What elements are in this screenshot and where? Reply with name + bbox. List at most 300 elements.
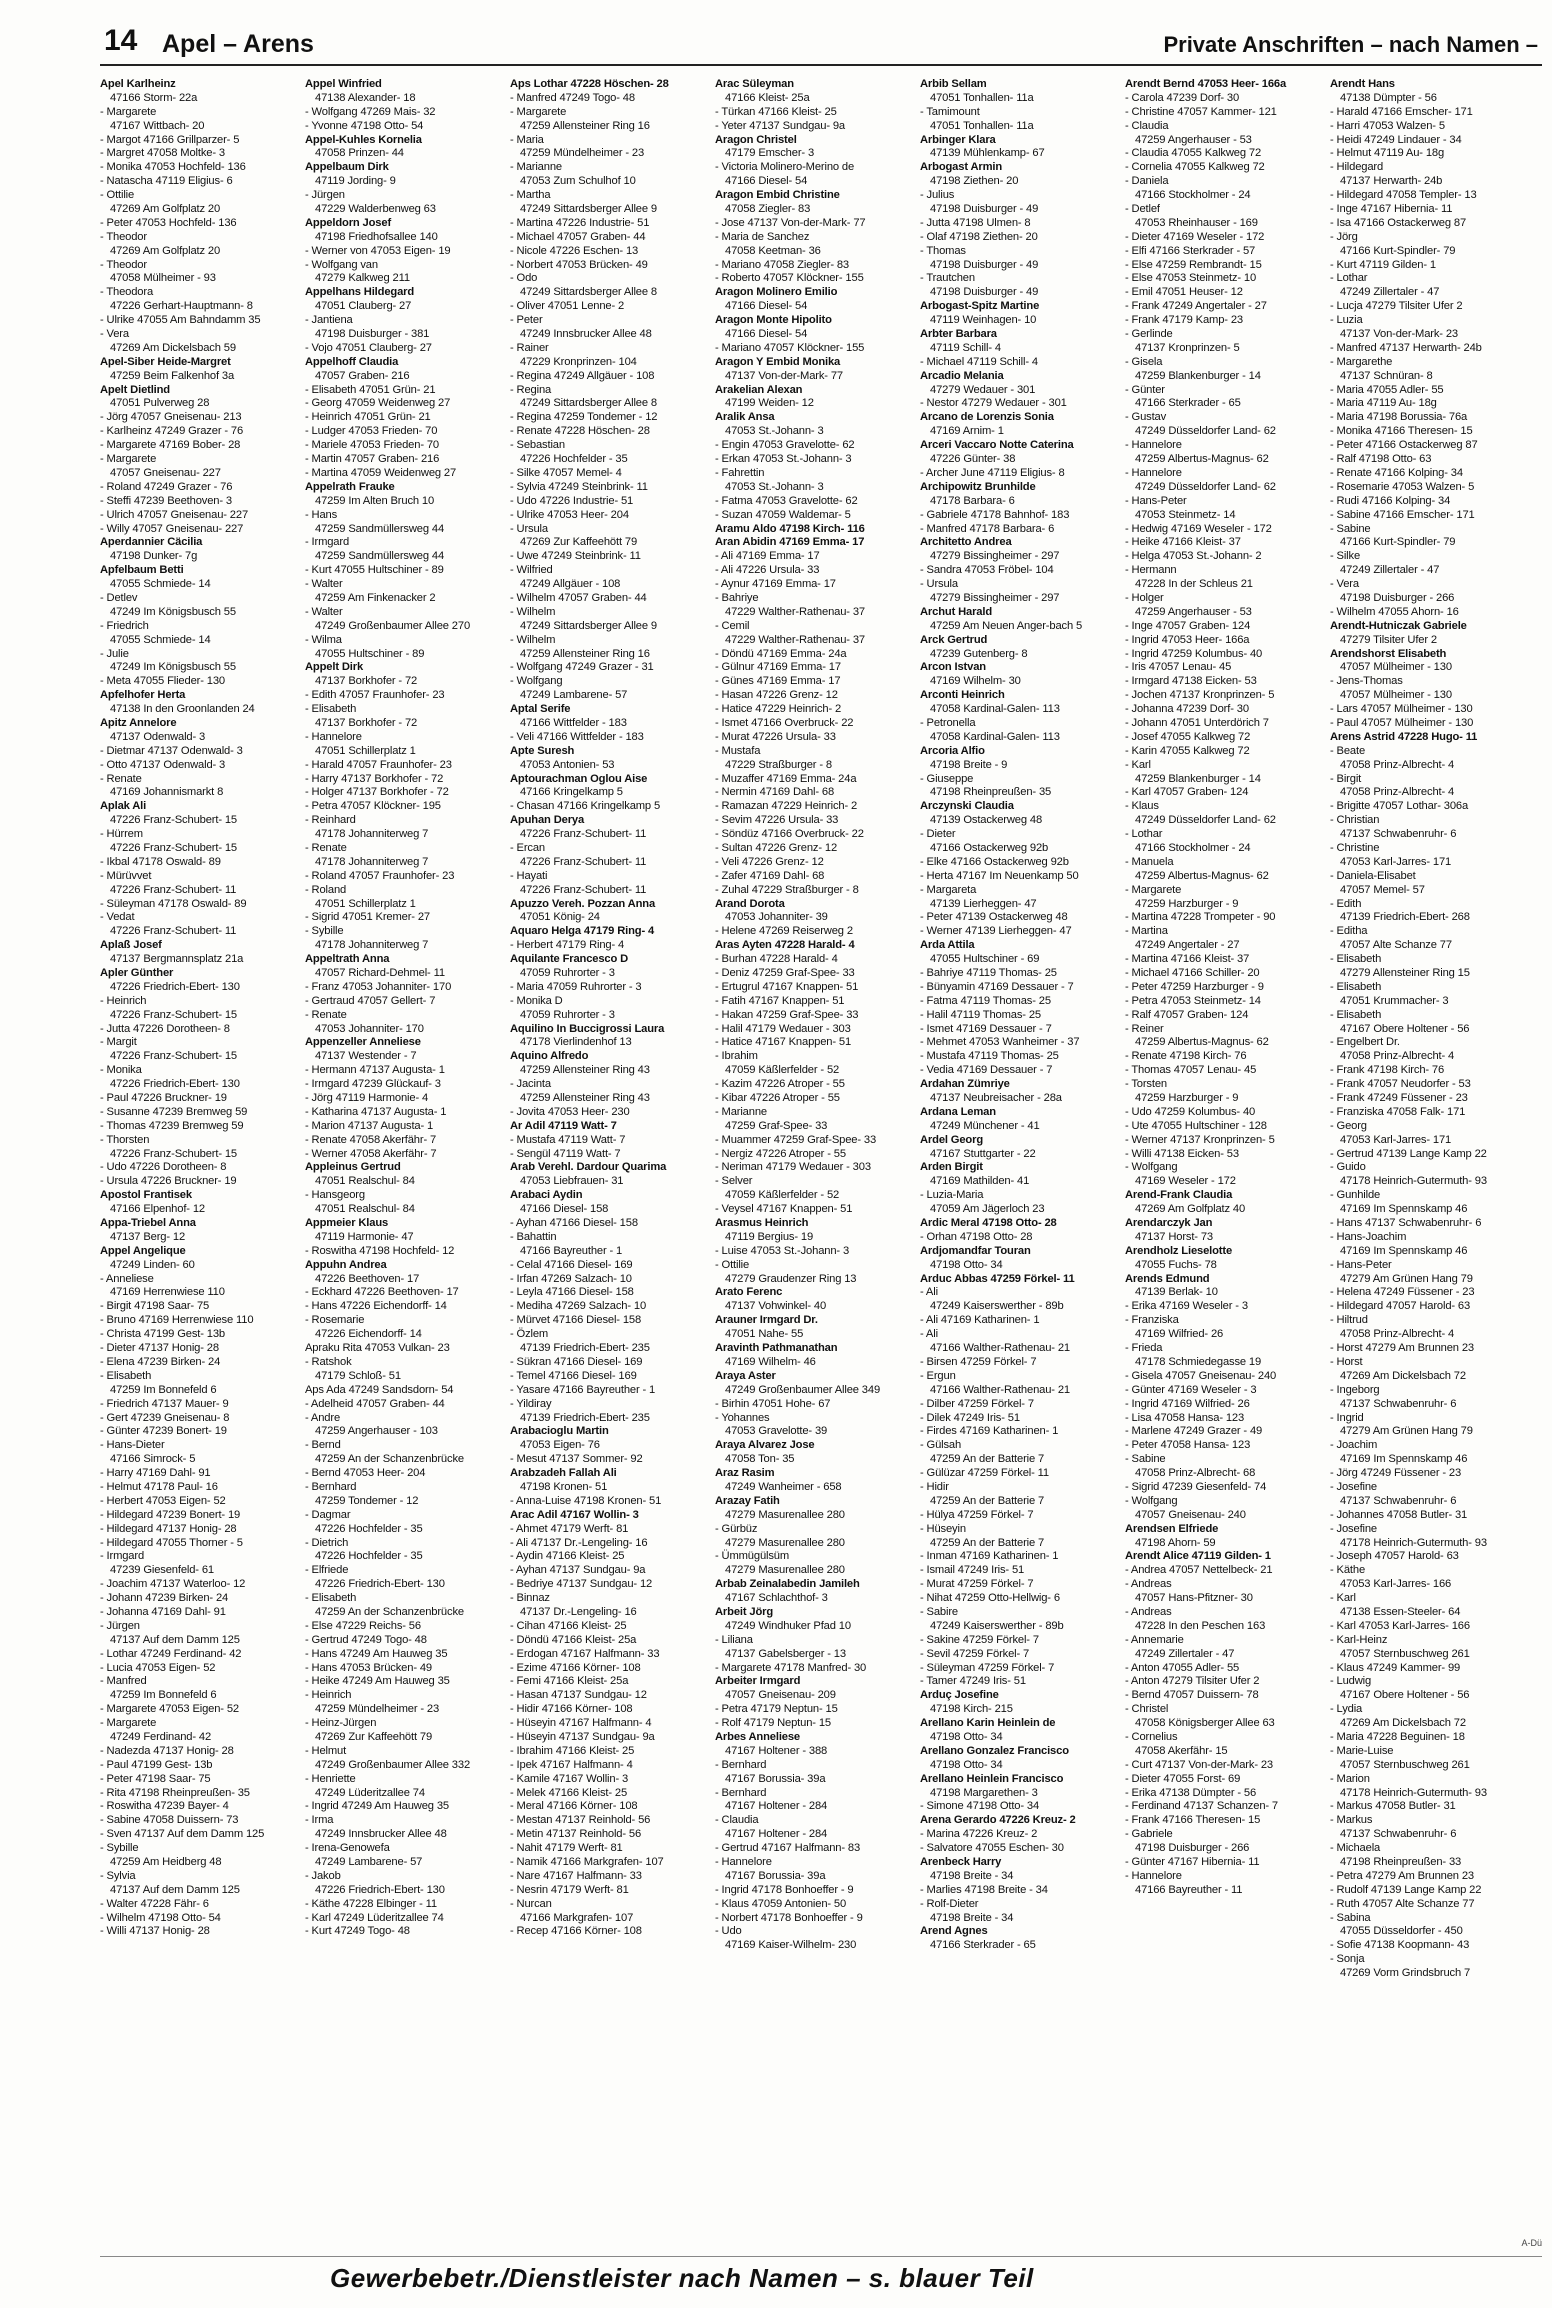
entry-address: 47259 Mündelheimer - 23 (520, 147, 645, 160)
entry-address: 47166 Diesel- 54 (725, 328, 808, 341)
entry-name: Apuzzo Vereh. Pozzan Anna (510, 897, 656, 910)
entry-line: - Markus 47058 Butler- 31 (1330, 1800, 1456, 1813)
entry-line: - Victoria Molinero-Merino de (715, 161, 855, 174)
entry-line: - Klaus (1125, 800, 1159, 813)
entry-line: - Lisa 47058 Hansa- 123 (1125, 1411, 1245, 1424)
entry-line: - Markus (1330, 1814, 1373, 1827)
entry-address: 47053 St.-Johann- 3 (725, 425, 824, 438)
entry-line: - Dieter (920, 828, 956, 841)
entry-line: - Hans-Peter (1125, 494, 1187, 507)
entry-line: - Else 47053 Steinmetz- 10 (1125, 272, 1257, 285)
entry-address: 47119 Schill- 4 (930, 341, 1001, 354)
entry-line: - Friedrich 47137 Mauer- 9 (100, 1397, 229, 1410)
entry-line: - Margarethe (1330, 355, 1393, 368)
entry-address: 47137 Schnüran- 8 (1340, 369, 1433, 382)
entry-line: - Gert 47239 Gneisenau- 8 (100, 1411, 230, 1424)
entry-line: - Hayati (510, 869, 548, 882)
entry-address: 47198 Rheinpreußen- 35 (930, 786, 1052, 799)
directory-columns (100, 78, 1536, 2250)
entry-line: - Bahattin (510, 1230, 557, 1243)
entry-line: - Monika 47053 Hochfeld- 136 (100, 161, 246, 174)
entry-name: Aquino Alfredo (510, 1050, 589, 1063)
entry-address: 47178 Johanniterweg 7 (315, 939, 429, 952)
entry-name: Apler Günther (100, 967, 174, 979)
entry-line: - Hannelore (1125, 439, 1182, 452)
entry-line: - Monika (100, 1064, 142, 1077)
entry-name: Arcon Istvan (920, 661, 986, 674)
entry-address: 47139 Ostackerweg 48 (930, 814, 1043, 827)
entry-line: - Sabine (1330, 522, 1371, 535)
entry-name: Appelhoff Claudia (305, 355, 399, 368)
entry-name: Arconti Heinrich (920, 689, 1005, 702)
entry-line: - Frank 47057 Neudorfer - 53 (1330, 1078, 1471, 1091)
entry-name: Aralik Ansa (715, 411, 775, 424)
entry-address: 47166 Stockholmer - 24 (1135, 841, 1251, 854)
entry-line: - Jacinta (510, 1078, 551, 1091)
entry-name: Arbib Sellam (920, 78, 987, 90)
entry-line: - Monika D (510, 994, 563, 1007)
entry-line: - Roswitha 47239 Bayer- 4 (100, 1800, 229, 1813)
entry-address: 47259 Albertus-Magnus- 62 (1135, 869, 1269, 882)
entry-line: - Gabriele 47178 Bahnhof- 183 (920, 508, 1070, 521)
entry-line: - Holger 47137 Borkhofer - 72 (305, 786, 449, 799)
entry-name: Ardahan Zümriye (920, 1078, 1010, 1091)
entry-address: 47228 In der Schleus 21 (1135, 578, 1253, 591)
entry-line: - Norbert 47053 Brücken- 49 (510, 258, 648, 271)
entry-name: Arczynski Claudia (920, 800, 1014, 813)
entry-line: - Andreas (1125, 1605, 1172, 1618)
entry-line: - Adelheid 47057 Graben- 44 (305, 1397, 445, 1410)
entry-line: - Werner 47137 Kronprinzen- 5 (1125, 1133, 1275, 1146)
entry-line: - Daniela-Elisabet (1330, 869, 1416, 882)
entry-name: Ardic Meral 47198 Otto- 28 (920, 1217, 1057, 1230)
entry-address: 47249 Sittardsberger Allee 9 (520, 619, 657, 632)
entry-line: Aps Ada 47249 Sandsdorn- 54 (305, 1383, 454, 1396)
entry-address: 47051 König- 24 (520, 911, 600, 924)
entry-line: - Regina 47259 Tondemer - 12 (510, 411, 658, 424)
entry-name: Appeldorn Josef (305, 216, 392, 229)
entry-line: - Holger (1125, 591, 1164, 604)
entry-line: - Aynur 47169 Emma- 17 (715, 578, 836, 591)
entry-line: - Claudia (715, 1814, 759, 1827)
entry-name: Aravinth Pathmanathan (715, 1342, 838, 1355)
entry-address: 47051 Clauberg- 27 (315, 300, 412, 313)
entry-line: - Hans 47226 Eichendorff- 14 (305, 1300, 447, 1313)
entry-address: 47055 Schmiede- 14 (110, 633, 211, 646)
entry-address: 47249 Linden- 60 (110, 1258, 195, 1271)
entry-address: 47226 Friedrich-Ebert- 130 (315, 1578, 445, 1591)
entry-line: - Vojo 47051 Clauberg- 27 (305, 341, 432, 354)
entry-line: - Käthe 47228 Elbinger - 11 (305, 1897, 437, 1910)
entry-line: - Orhan 47198 Otto- 28 (920, 1230, 1033, 1243)
entry-line: - Mediha 47269 Salzach- 10 (510, 1300, 647, 1313)
entry-address: 47198 Margarethen- 3 (930, 1786, 1038, 1799)
entry-name: Apel Karlheinz (100, 78, 176, 90)
entry-line: - Günter 47167 Hibernia- 11 (1125, 1856, 1260, 1868)
entry-line: - Rudolf 47139 Lange Kamp 22 (1330, 1883, 1482, 1896)
entry-line: - Karl (1125, 758, 1151, 771)
entry-address: 47166 Storm- 22a (110, 91, 198, 104)
entry-name: Arabzadeh Fallah Ali (510, 1467, 617, 1480)
entry-line: - Fatma 47053 Gravelotte- 62 (715, 494, 858, 507)
entry-address: 47058 Prinz-Albrecht- 4 (1340, 786, 1455, 799)
entry-line: - Ursula (510, 522, 548, 535)
entry-line: - Horst 47279 Am Brunnen 23 (1330, 1342, 1474, 1355)
entry-name: Arendholz Lieselotte (1125, 1244, 1233, 1257)
entry-address: 47055 Schmiede- 14 (110, 578, 211, 591)
entry-line: - Fatma 47119 Thomas- 25 (920, 994, 1051, 1007)
entry-line: - Recep 47166 Körner- 108 (510, 1925, 642, 1938)
entry-address: 47249 Sittardsberger Allee 8 (520, 397, 657, 410)
entry-line: - Odo (510, 272, 538, 285)
entry-line: - Paul 47226 Bruckner- 19 (100, 1092, 227, 1105)
entry-line: - Ratshok (305, 1355, 352, 1368)
entry-address: 47259 Im Bonnefeld 6 (110, 1689, 217, 1702)
entry-name: Araz Rasim (715, 1467, 775, 1480)
entry-line: - Ibrahim (715, 1050, 758, 1063)
entry-name: Aquilino In Buccigrossi Laura (510, 1022, 665, 1035)
entry-name: Arduc Abbas 47259 Förkel- 11 (920, 1272, 1075, 1285)
entry-address: 47249 Allgäuer - 108 (520, 578, 621, 591)
entry-line: - Nicole 47226 Eschen- 13 (510, 244, 639, 257)
entry-name: Arellano Gonzalez Francisco (920, 1744, 1069, 1757)
entry-line: - Gustav (1125, 411, 1167, 424)
entry-address: 47198 Duisburger - 266 (1135, 1842, 1250, 1855)
entry-line: - Elisabeth (100, 1369, 152, 1382)
entry-line: - Claudia (1125, 119, 1169, 132)
entry-address: 47055 Düsseldorfer - 450 (1340, 1925, 1463, 1938)
entry-address: 47229 Walderbenweg 63 (315, 203, 436, 216)
entry-line: - Michaela (1330, 1842, 1381, 1855)
entry-name: Arendt Bernd 47053 Heer- 166a (1125, 78, 1287, 90)
entry-line: - Lucja 47279 Tilsiter Ufer 2 (1330, 300, 1463, 313)
entry-line: - Maria 47228 Beguinen- 18 (1330, 1730, 1465, 1743)
entry-address: 47259 An der Batterie 7 (930, 1494, 1045, 1507)
entry-line: - Franziska (1125, 1314, 1179, 1327)
column-2 (305, 78, 483, 2250)
entry-line: - Sigrid 47051 Kremer- 27 (305, 911, 430, 924)
entry-line: - Lydia (1330, 1703, 1363, 1716)
entry-name: Aptourachman Oglou Aise (510, 772, 648, 785)
entry-address: 47249 Sittardsberger Allee 9 (520, 203, 657, 216)
entry-address: 47138 In den Groonlanden 24 (110, 703, 255, 716)
entry-address: 47057 Richard-Dehmel- 11 (315, 967, 445, 979)
entry-line: - Murat 47259 Förkel- 7 (920, 1578, 1034, 1591)
entry-address: 47198 Kirch- 215 (930, 1703, 1013, 1716)
entry-line: - Lucia 47053 Eigen- 52 (100, 1661, 216, 1674)
entry-address: 47051 Schillerplatz 1 (315, 897, 416, 910)
entry-line: - Gülüzar 47259 Förkel- 11 (920, 1467, 1049, 1480)
entry-line: - Margret 47058 Moltke- 3 (100, 147, 225, 160)
entry-line: - Muzaffer 47169 Emma- 24a (715, 772, 857, 785)
entry-line: - Rainer (510, 341, 549, 354)
entry-line: - Wolfgang van (305, 258, 378, 271)
entry-line: - Ergun (920, 1369, 956, 1382)
entry-line: - Hans 47249 Am Hauweg 35 (305, 1647, 448, 1660)
entry-address: 47269 Am Dickelsbach 72 (1340, 1717, 1466, 1730)
entry-address: 47279 Masurenallee 280 (725, 1536, 845, 1549)
entry-address: 47057 Mülheimer - 130 (1340, 661, 1452, 674)
entry-line: - Dieter 47137 Honig- 28 (100, 1342, 219, 1355)
entry-line: - Guido (1330, 1161, 1366, 1174)
entry-line: - Erika 47169 Weseler - 3 (1125, 1300, 1248, 1313)
entry-line: - Bernhard (305, 1480, 357, 1493)
entry-line: - Ismet 47169 Dessauer - 7 (920, 1022, 1052, 1035)
entry-address: 47249 Windhuker Pfad 10 (725, 1619, 851, 1632)
entry-line: - Maria (510, 133, 544, 146)
entry-address: 47198 Kronen- 51 (520, 1480, 608, 1493)
entry-line: - Johann 47051 Unterdörich 7 (1125, 716, 1269, 729)
entry-address: 47139 Mühlenkamp- 67 (930, 147, 1045, 160)
entry-address: 47057 Sternbuschweg 261 (1340, 1758, 1470, 1771)
entry-address: 47249 Lüderitzallee 74 (315, 1786, 425, 1799)
entry-line: - Jutta 47226 Dorotheen- 8 (100, 1022, 230, 1035)
entry-line: - Käthe (1330, 1564, 1366, 1577)
entry-address: 47259 Angerhauser - 53 (1135, 133, 1252, 146)
entry-address: 47259 An der Batterie 7 (930, 1453, 1045, 1466)
entry-line: - Maria 47198 Borussia- 76a (1330, 411, 1468, 424)
entry-line: - Firdes 47169 Katharinen- 1 (920, 1425, 1059, 1438)
entry-line: - Ali 47169 Emma- 17 (715, 550, 820, 563)
entry-address: 47178 Barbara- 6 (930, 494, 1015, 507)
entry-name: Arazay Fatih (715, 1494, 780, 1507)
entry-line: - Nestor 47279 Wedauer - 301 (920, 397, 1067, 410)
entry-name: Arbogast Armin (920, 161, 1003, 174)
entry-line: - Bernd (305, 1439, 341, 1452)
entry-line: - Bernhard (715, 1786, 767, 1799)
entry-address: 47169 Wilhelm- 30 (930, 675, 1021, 688)
entry-address: 47137 Neubreisacher - 28a (930, 1092, 1062, 1105)
entry-address: 47138 Essen-Steeler- 64 (1340, 1605, 1461, 1618)
entry-address: 47259 Graf-Spee- 33 (725, 1119, 828, 1132)
entry-line: - Roswitha 47198 Hochfeld- 12 (305, 1244, 455, 1257)
entry-address: 47279 Wedauer - 301 (930, 383, 1036, 396)
entry-name: Arck Gertrud (920, 633, 988, 646)
entry-line: - Peter 47139 Ostackerweg 48 (920, 911, 1068, 924)
entry-address: 47057 Gneisenau- 209 (725, 1689, 836, 1702)
entry-line: - Hans-Dieter (100, 1439, 165, 1452)
entry-line: - Margarete (100, 1717, 157, 1730)
entry-line: - Dagmar (305, 1508, 351, 1521)
entry-line: - Wilhelm 47057 Graben- 44 (510, 591, 647, 604)
entry-line: - Mustafa 47119 Watt- 7 (510, 1133, 626, 1146)
entry-line: - Günes 47169 Emma- 17 (715, 675, 841, 688)
entry-line: - Manfred 47178 Barbara- 6 (920, 522, 1055, 535)
entry-address: 47053 Zum Schulhof 10 (520, 175, 636, 188)
entry-address: 47137 Dr.-Lengeling- 16 (520, 1605, 637, 1618)
entry-line: - Christine (1330, 841, 1380, 854)
entry-line: - Dilek 47249 Iris- 51 (920, 1411, 1020, 1424)
entry-name: Aras Ayten 47228 Harald- 4 (715, 939, 855, 952)
entry-line: - Karl 47249 Lüderitzallee 74 (305, 1911, 444, 1924)
entry-name: Aplak Ali (100, 800, 147, 813)
entry-line: - Döndü 47166 Kleist- 25a (510, 1633, 637, 1646)
entry-line: - Meta 47055 Flieder- 130 (100, 675, 225, 688)
entry-address: 47198 Ahorn- 59 (1135, 1536, 1216, 1549)
entry-line: - Engin 47053 Gravelotte- 62 (715, 439, 855, 452)
entry-line: - Hüseyin (920, 1522, 966, 1535)
entry-line: - Walter (305, 605, 343, 618)
entry-line: - Joachim 47137 Waterloo- 12 (100, 1578, 246, 1591)
entry-line: - Hermann (1125, 564, 1177, 577)
entry-name: Appeltrath Anna (305, 953, 390, 966)
entry-line: - Mesut 47137 Sommer- 92 (510, 1453, 643, 1466)
entry-address: 47198 Duisburger - 381 (315, 328, 430, 341)
entry-line: - Harri 47053 Walzen- 5 (1330, 119, 1445, 132)
entry-line: - Mariano 47057 Klöckner- 155 (715, 341, 865, 354)
entry-line: - Ali 47137 Dr.-Lengeling- 16 (510, 1536, 648, 1549)
entry-address: 47229 Kronprinzen- 104 (520, 355, 637, 368)
entry-line: - Jose 47137 Von-der-Mark- 77 (715, 216, 866, 229)
entry-line: - Gisela (1125, 355, 1163, 368)
entry-line: - Bernhard (715, 1758, 767, 1771)
entry-name: Arendsen Elfriede (1125, 1522, 1219, 1535)
entry-line: - Ertugrul 47167 Knappen- 51 (715, 980, 859, 993)
entry-line: - Else 47229 Reichs- 56 (305, 1619, 421, 1632)
entry-name: Arend-Frank Claudia (1125, 1189, 1233, 1202)
entry-line: - Andre (305, 1411, 341, 1424)
entry-address: 47057 Hans-Pfitzner- 30 (1135, 1592, 1253, 1605)
entry-line: - Mustafa 47119 Thomas- 25 (920, 1050, 1059, 1063)
entry-line: - Emil 47051 Heuser- 12 (1125, 286, 1243, 299)
entry-line: - Wolfgang (1125, 1161, 1178, 1174)
entry-line: - Temel 47166 Diesel- 169 (510, 1369, 637, 1382)
entry-line: - Eckhard 47226 Beethoven- 17 (305, 1286, 459, 1299)
entry-line: - Elena 47239 Birken- 24 (100, 1355, 221, 1368)
entry-address: 47259 Tondemer - 12 (315, 1494, 419, 1507)
entry-address: 47167 Stuttgarter - 22 (930, 1147, 1036, 1160)
entry-line: - Klaus 47059 Antonien- 50 (715, 1897, 847, 1910)
entry-address: 47139 Friedrich-Ebert- 235 (520, 1342, 650, 1355)
entry-line: - Petra 47053 Steinmetz- 14 (1125, 994, 1261, 1007)
entry-line: - Ulrike 47053 Heer- 204 (510, 508, 629, 521)
entry-address: 47166 Diesel- 54 (725, 300, 808, 313)
entry-address: 47057 Gneisenau- 227 (110, 466, 221, 479)
entry-address: 47137 Horst- 73 (1135, 1230, 1213, 1243)
entry-address: 47198 Duisburger - 49 (930, 203, 1039, 216)
entry-name: Ardjomandfar Touran (920, 1244, 1031, 1257)
entry-line: - Heidi 47249 Lindauer - 34 (1330, 133, 1462, 146)
entry-line: - Süleyman 47178 Oswald- 89 (100, 897, 247, 910)
entry-line: - Werner 47139 Lierheggen- 47 (920, 925, 1072, 938)
entry-line: - Maria 47119 Au- 18g (1330, 397, 1437, 410)
entry-name: Apfelbaum Betti (100, 564, 184, 577)
entry-address: 47249 Düsseldorfer Land- 62 (1135, 425, 1276, 438)
entry-name: Arendarczyk Jan (1125, 1217, 1213, 1230)
entry-line: - Vedat (100, 911, 135, 924)
entry-line: - Archer June 47119 Eligius- 8 (920, 466, 1065, 479)
entry-line: - Christel (1125, 1703, 1169, 1716)
entry-line: - Ümmügülsüm (715, 1550, 790, 1563)
entry-line: - Paul 47057 Mülheimer - 130 (1330, 716, 1474, 729)
entry-line: - Dietrich (305, 1536, 349, 1549)
entry-line: - Iris 47057 Lenau- 45 (1125, 661, 1232, 674)
page-header (100, 22, 1542, 66)
entry-line: - Heinrich 47051 Grün- 21 (305, 411, 431, 424)
entry-line: - Annemarie (1125, 1633, 1184, 1646)
entry-line: - Marie-Luise (1330, 1744, 1394, 1757)
entry-line: - Hasan 47226 Grenz- 12 (715, 689, 838, 702)
entry-line: - Hildegard 47055 Thorner - 5 (100, 1536, 243, 1549)
entry-address: 47226 Hochfelder - 35 (315, 1522, 423, 1535)
entry-line: - Trautchen (920, 272, 975, 285)
entry-line: - Margarete (100, 105, 157, 118)
entry-line: - Manuela (1125, 855, 1174, 868)
entry-line: - Daniela (1125, 175, 1169, 188)
entry-address: 47269 Zur Kaffeehött 79 (520, 536, 638, 549)
entry-line: - Martin 47057 Graben- 216 (305, 453, 440, 466)
entry-line: - Otto 47137 Odenwald- 3 (100, 758, 226, 771)
entry-address: 47169 Kaiser-Wilhelm- 230 (725, 1939, 857, 1952)
entry-line: - Mustafa (715, 744, 761, 757)
entry-line: - Theodor (100, 258, 147, 271)
entry-line: - Ikbal 47178 Oswald- 89 (100, 855, 221, 868)
entry-address: 47051 Tonhallen- 11a (930, 91, 1034, 104)
entry-line: - Hildegard 47057 Harold- 63 (1330, 1300, 1471, 1313)
entry-line: - Marlies 47198 Breite - 34 (920, 1883, 1048, 1896)
entry-line: - Steffi 47239 Beethoven- 3 (100, 494, 232, 507)
entry-line: - Ursula (920, 578, 958, 591)
entry-line: - Renate (100, 772, 142, 785)
entry-line: - Maria de Sanchez (715, 230, 810, 243)
entry-line: - Hildegard 47058 Templer- 13 (1330, 189, 1477, 202)
entry-line: - Irmgard (305, 536, 350, 549)
entry-name: Arendshorst Elisabeth (1330, 647, 1447, 660)
column-1 (100, 78, 278, 2250)
entry-line: - Christine 47057 Kammer- 121 (1125, 105, 1277, 118)
entry-line: - Wilhelm (510, 605, 556, 618)
entry-line: - Helmut 47119 Au- 18g (1330, 147, 1445, 160)
entry-address: 47058 Prinzen- 44 (315, 147, 404, 160)
entry-line: - Joachim (1330, 1439, 1378, 1452)
entry-line: - Bünyamin 47169 Dessauer - 7 (920, 980, 1074, 993)
entry-line: - Marion (1330, 1772, 1370, 1785)
entry-line: - Luise 47053 St.-Johann- 3 (715, 1244, 850, 1257)
entry-line: - Renate 47228 Höschen- 28 (510, 425, 650, 438)
entry-line: - Hannelore (1125, 1869, 1182, 1882)
entry-address: 47198 Dunker- 7g (110, 550, 198, 563)
entry-address: 47249 Im Königsbusch 55 (110, 605, 236, 618)
entry-address: 47226 Franz-Schubert- 15 (110, 814, 237, 827)
entry-name: Arac Adil 47167 Wollin- 3 (510, 1508, 639, 1521)
column-3 (510, 78, 688, 2250)
entry-line: - Sofie 47138 Koopmann- 43 (1330, 1939, 1470, 1952)
entry-line: - Theodora (100, 286, 154, 299)
entry-line: - Peter 47198 Saar- 75 (100, 1772, 211, 1785)
entry-line: - Uwe 47249 Steinbrink- 11 (510, 550, 641, 563)
entry-line: - Selver (715, 1175, 753, 1188)
entry-address: 47229 Walther-Rathenau- 37 (725, 633, 865, 646)
entry-line: - Hürrem (100, 828, 143, 841)
entry-line: - Peter 47058 Hansa- 123 (1125, 1439, 1251, 1452)
entry-name: Arcoria Alfio (920, 744, 985, 757)
entry-line: - Udo (715, 1925, 742, 1938)
entry-line: - Roland 47249 Grazer - 76 (100, 480, 233, 493)
entry-line: - Hiltrud (1330, 1314, 1368, 1327)
entry-line: - Willi 47138 Eicken- 53 (1125, 1147, 1239, 1160)
entry-line: - Lothar (1125, 828, 1163, 841)
entry-line: - Anton 47055 Adler- 55 (1125, 1661, 1240, 1674)
entry-line: - Willy 47057 Gneisenau- 227 (100, 522, 244, 535)
entry-line: - Silke (1330, 550, 1361, 563)
entry-line: - Harry 47137 Borkhofer - 72 (305, 772, 444, 785)
entry-line: - Helene 47269 Reiserweg 2 (715, 925, 853, 938)
entry-name: Arendt Hans (1330, 78, 1395, 90)
entry-line: - Erkan 47053 St.-Johann- 3 (715, 453, 852, 466)
entry-line: - Sabine 47166 Emscher- 171 (1330, 508, 1475, 521)
entry-address: 47279 Masurenallee 280 (725, 1508, 845, 1521)
entry-address: 47167 Borussia- 39a (725, 1772, 826, 1785)
